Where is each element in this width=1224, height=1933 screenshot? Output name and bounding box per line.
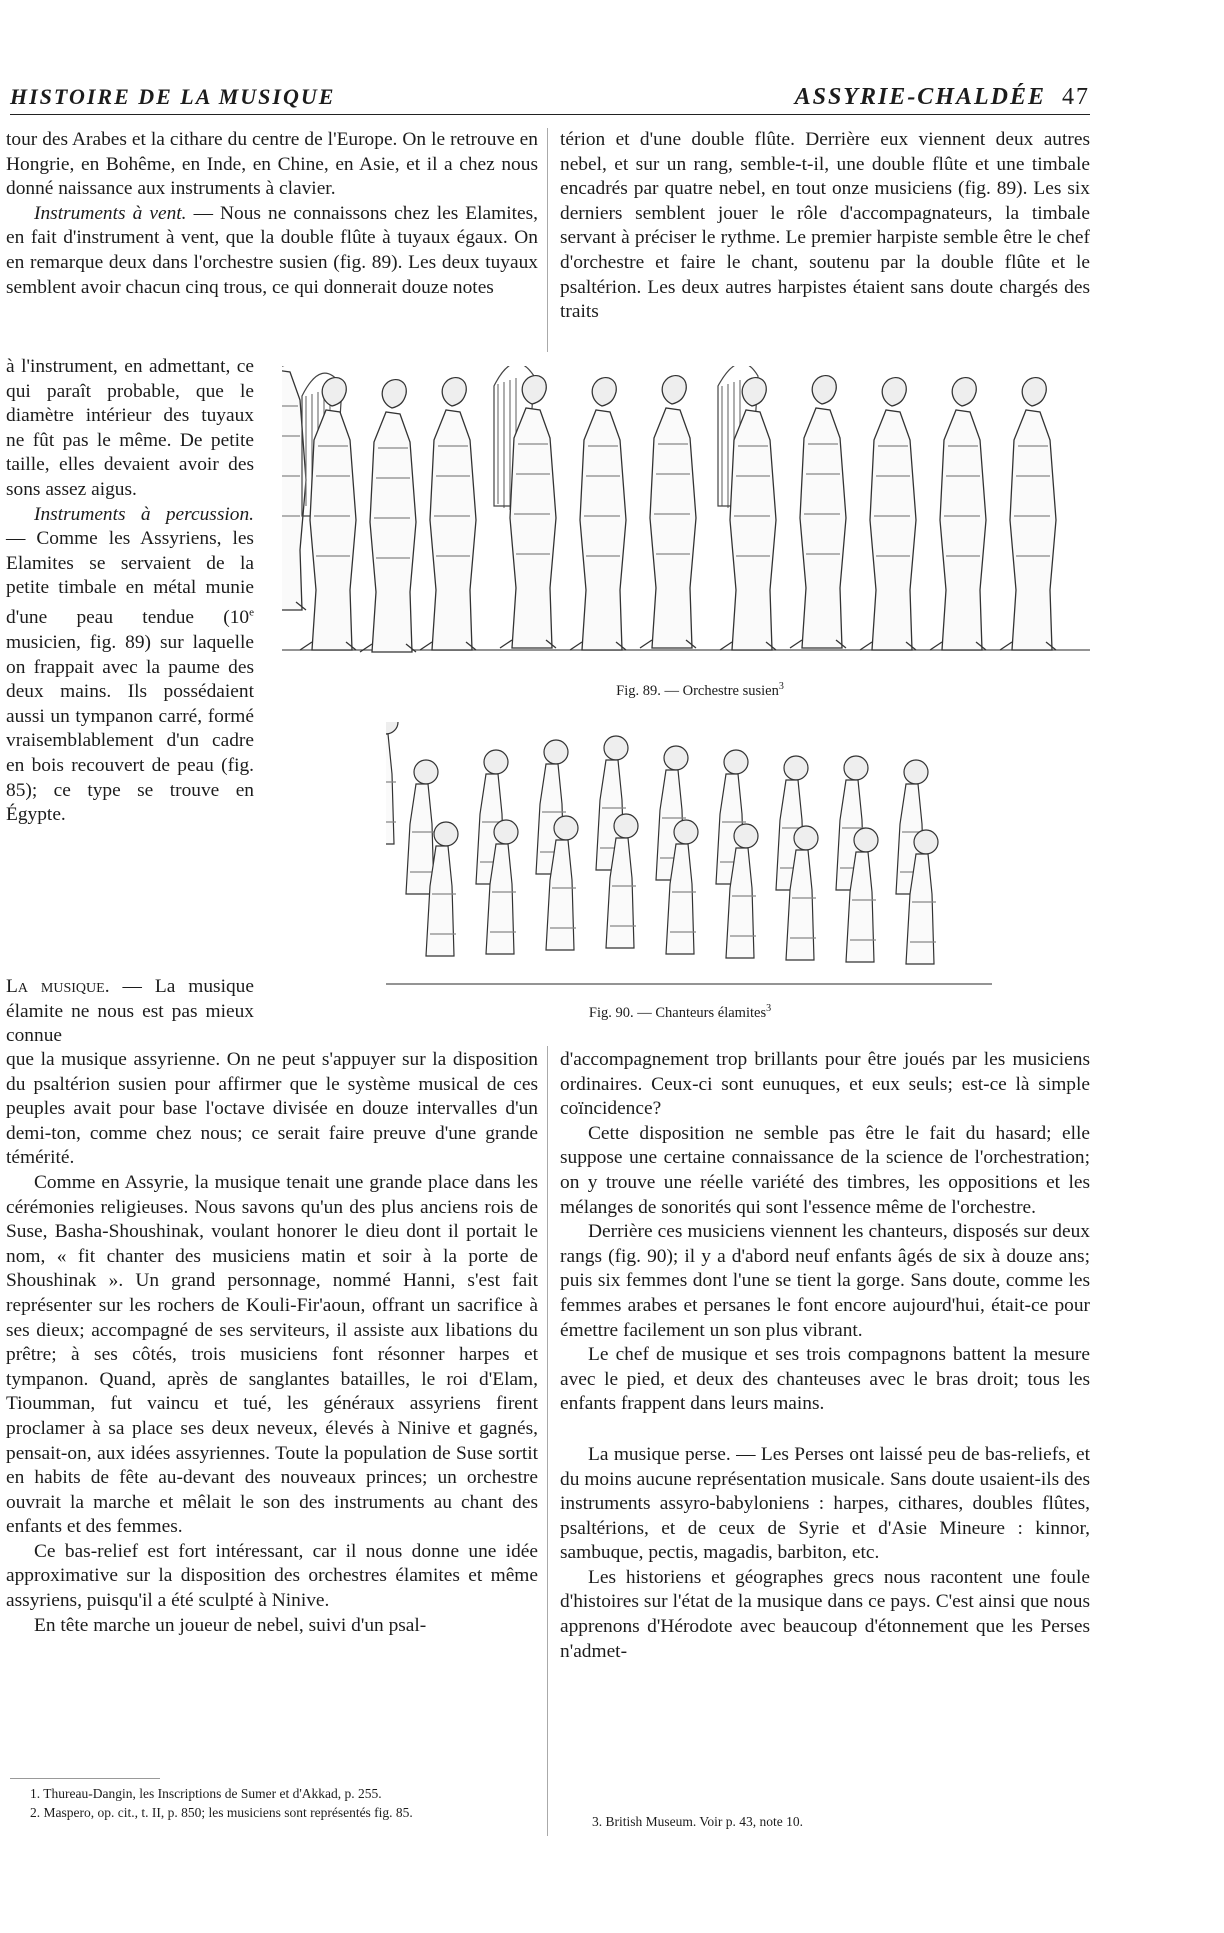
paragraph: Le chef de musique et ses trois compagnons battent la mesure avec le pied, et deux des chanteuses avec le bras droit; tous les enfants frappent dans leurs mains. bbox=[560, 1344, 1090, 1415]
left-column-bottom bbox=[6, 1048, 538, 1638]
column-rule-bottom bbox=[547, 1046, 548, 1836]
paragraph: Ce bas-relief est fort intéressant, car il nous donne une idée approximative sur la disposition des orchestres élamites et même assyriens, puisqu'il a été sculpté à Ninive. bbox=[6, 1540, 538, 1612]
section-heading: Instruments à percussion. bbox=[34, 503, 254, 525]
header-title-left: HISTOIRE DE LA MUSIQUE bbox=[10, 84, 336, 109]
paragraph: Cette disposition ne semble pas être le fait du hasard; elle suppose une certaine connaissance de la science de l'orchestration; on y trouve une réelle variété des timbres, les oppositions et les mélanges de sonorités qui sont l'essence même de l'orchestre. bbox=[560, 1122, 1090, 1218]
left-column-top bbox=[6, 128, 538, 300]
footnote-rule bbox=[10, 1778, 160, 1779]
footnote-2: 2. Maspero, op. cit., t. II, p. 850; les musiciens sont représentés fig. 85. bbox=[30, 1805, 413, 1820]
footnote-3: 3. British Museum. Voir p. 43, note 10. bbox=[592, 1814, 804, 1829]
figure-90-caption: Fig. 90. — Chanteurs élamites$^3$ bbox=[588, 1003, 772, 1021]
paragraph: d'accompagnement trop brillants pour être joués par les musiciens ordinaires. Ceux-ci sont eunuques, et eux seuls; est-ce là simple coïncidence? bbox=[560, 1049, 1090, 1120]
figure-89-caption: Fig. 89. — Orchestre susien$^3$ bbox=[616, 681, 784, 699]
footnotes-left bbox=[30, 1784, 540, 1822]
paragraph: En tête marche un joueur de nebel, suivi d'un psal- bbox=[34, 1614, 427, 1636]
paragraph: Instruments à vent. — Nous ne connaissons chez les Elamites, en fait d'instrument à vent, que la double flûte à tuyaux égaux. On en remarque deux dans l'orchestre susien (fig. 89). Les deux tuyaux semblent avoir chacun cinq trous, ce qui donnerait douze notes bbox=[6, 202, 538, 298]
section-heading: Instruments à vent. bbox=[34, 202, 187, 224]
paragraph: La musique perse. — Les Perses ont laissé peu de bas-reliefs, et du moins aucune représentation musicale. Sans doute usaient-ils des instruments assyro-babyloniens : harpes, cithares, doubles flûtes, psaltérions, et de ceux de Syrie et d'Asie Mineure : kinnor, sambuque, pectis, magadis, barbiton, etc. bbox=[560, 1443, 1090, 1564]
footnote-1: 1. Thureau-Dangin, les Inscriptions de Sumer et d'Akkad, p. 255. bbox=[30, 1786, 382, 1801]
paragraph: Derrière ces musiciens viennent les chanteurs, disposés sur deux rangs (fig. 90); il y a d'abord neuf enfants âgés de six à douze ans; puis six femmes dont l'une se tient la gorge. Sans doute, comme les femmes arabes et persanes le font encore aujourd'hui, était-ce pour émettre facilement un son plus vibrant. bbox=[560, 1221, 1090, 1341]
paragraph: tour des Arabes et la cithare du centre de l'Europe. On le retrouve en Hongrie, en Bohême, en Inde, en Chine, en Asie, et il a chez nous donné naissance aux instruments à clavier. bbox=[6, 129, 538, 200]
header-section: ASSYRIE-CHALDÉE bbox=[794, 84, 1046, 110]
paragraph: à l'instrument, en admettant, ce qui paraît probable, que le diamètre intérieur des tuyaux ne fût pas le même. De petite taille, elles devaient avoir des sons assez aigus. bbox=[6, 356, 254, 500]
paragraph: La musique. — La musique élamite ne nous est pas mieux connue bbox=[6, 976, 254, 1047]
paragraph: Instruments à percussion. — Comme les Assyriens, les Elamites se servaient de la petite timbale en métal munie d'une peau tendue (10e musicien, fig. 89) sur laquelle on frappait avec la paume des deux mains. Ils possédaient aussi un tympanon carré, formé vraisemblablement d'un cadre en bois recouvert de peau (fig. 85); ce type se trouve en Égypte. bbox=[6, 503, 254, 826]
percussion-text: Comme les Assyriens, les Elamites se servaient de la petite timbale en métal munie d'une peau tendue (10e musicien, fig. 89) sur laquelle on frappait avec la paume des deux mains. Ils possédaient aussi un tympanon carré, formé vraisemblablement d'un cadre en bois recouvert de peau (fig. 85); ce type se trouve en Égypte. bbox=[6, 528, 254, 826]
page-number: 47 bbox=[1062, 84, 1090, 110]
footnotes-right bbox=[592, 1812, 1072, 1831]
paragraph: que la musique assyrienne. On ne peut s'appuyer sur la disposition du psaltérion susien pour affirmer que le système musical de ces peuples avait pour base l'octave divisée en douze intervalles d'un demi-ton, comme chez nous; ce serait faire preuve d'une grande témérité. bbox=[6, 1049, 538, 1169]
paragraph: Les historiens et géographes grecs nous racontent une foule d'histoires sur l'état de la musique dans ce pays. C'est ainsi que nous apprenons d'Hérodote avec beaucoup d'étonnement que les Perses n'admet- bbox=[560, 1566, 1090, 1662]
left-column-narrow bbox=[6, 355, 254, 828]
running-header bbox=[10, 84, 1090, 115]
singers-relief-image bbox=[386, 722, 992, 992]
left-column-narrow-2 bbox=[6, 975, 254, 1049]
section-heading: La musique. bbox=[6, 976, 110, 997]
paragraph: Comme en Assyrie, la musique tenait une grande place dans les cérémonies religieuses. Nous savons qu'un des plus anciens rois de Suse, Basha-Shoushinak, voulant honorer le dieu dont il portait le nom, « fit chanter des musiciens matin et soir à la porte de Shoushinak ». Un grand personnage, nommé Hanni, s'est fait représenter sur les rochers de Kouli-Fir'aoun, offrant un sacrifice à ses dieux; accompagné de ses serviteurs, il assiste aux libations du prêtre; à ses côtés, trois musiciens font résonner harpes et tympanon. Quand, après de sanglantes batailles, le roi d'Elam, Tioumman, fut vaincu et tué, les généraux assyriens firent proclamer à sa place ses deux neveux, élevés à Ninive et gagnés, pensait-on, aux idées assyriennes. Toute la population de Suse sortit en habits de fête au-devant des nouveaux princes; un orchestre ouvrait la marche et mêlait le son des instruments au chant des enfants et des femmes. bbox=[6, 1171, 538, 1538]
header-title-right bbox=[795, 84, 1090, 111]
right-column-bottom bbox=[560, 1048, 1090, 1664]
orchestra-relief-image bbox=[282, 366, 1090, 658]
right-column-top bbox=[560, 128, 1090, 325]
section-heading: La musique perse. bbox=[588, 1443, 731, 1465]
column-rule-top bbox=[547, 128, 548, 352]
figure-90 bbox=[386, 722, 992, 992]
figure-89 bbox=[282, 366, 1090, 658]
paragraph: térion et d'une double flûte. Derrière eux viennent deux autres nebel, et sur un rang, semble-t-il, une double flûte et une timbale encadrés par quatre nebel, en tout onze musiciens (fig. 89). Les six derniers semblent jouer le rôle d'accompagnateurs, la timbale servant à préciser le rythme. Le premier harpiste semble être le chef d'orchestre et faire le chant, soutenu par la double flûte et le psaltérion. Les deux autres harpistes étaient sans doute chargés des traits bbox=[560, 129, 1090, 323]
